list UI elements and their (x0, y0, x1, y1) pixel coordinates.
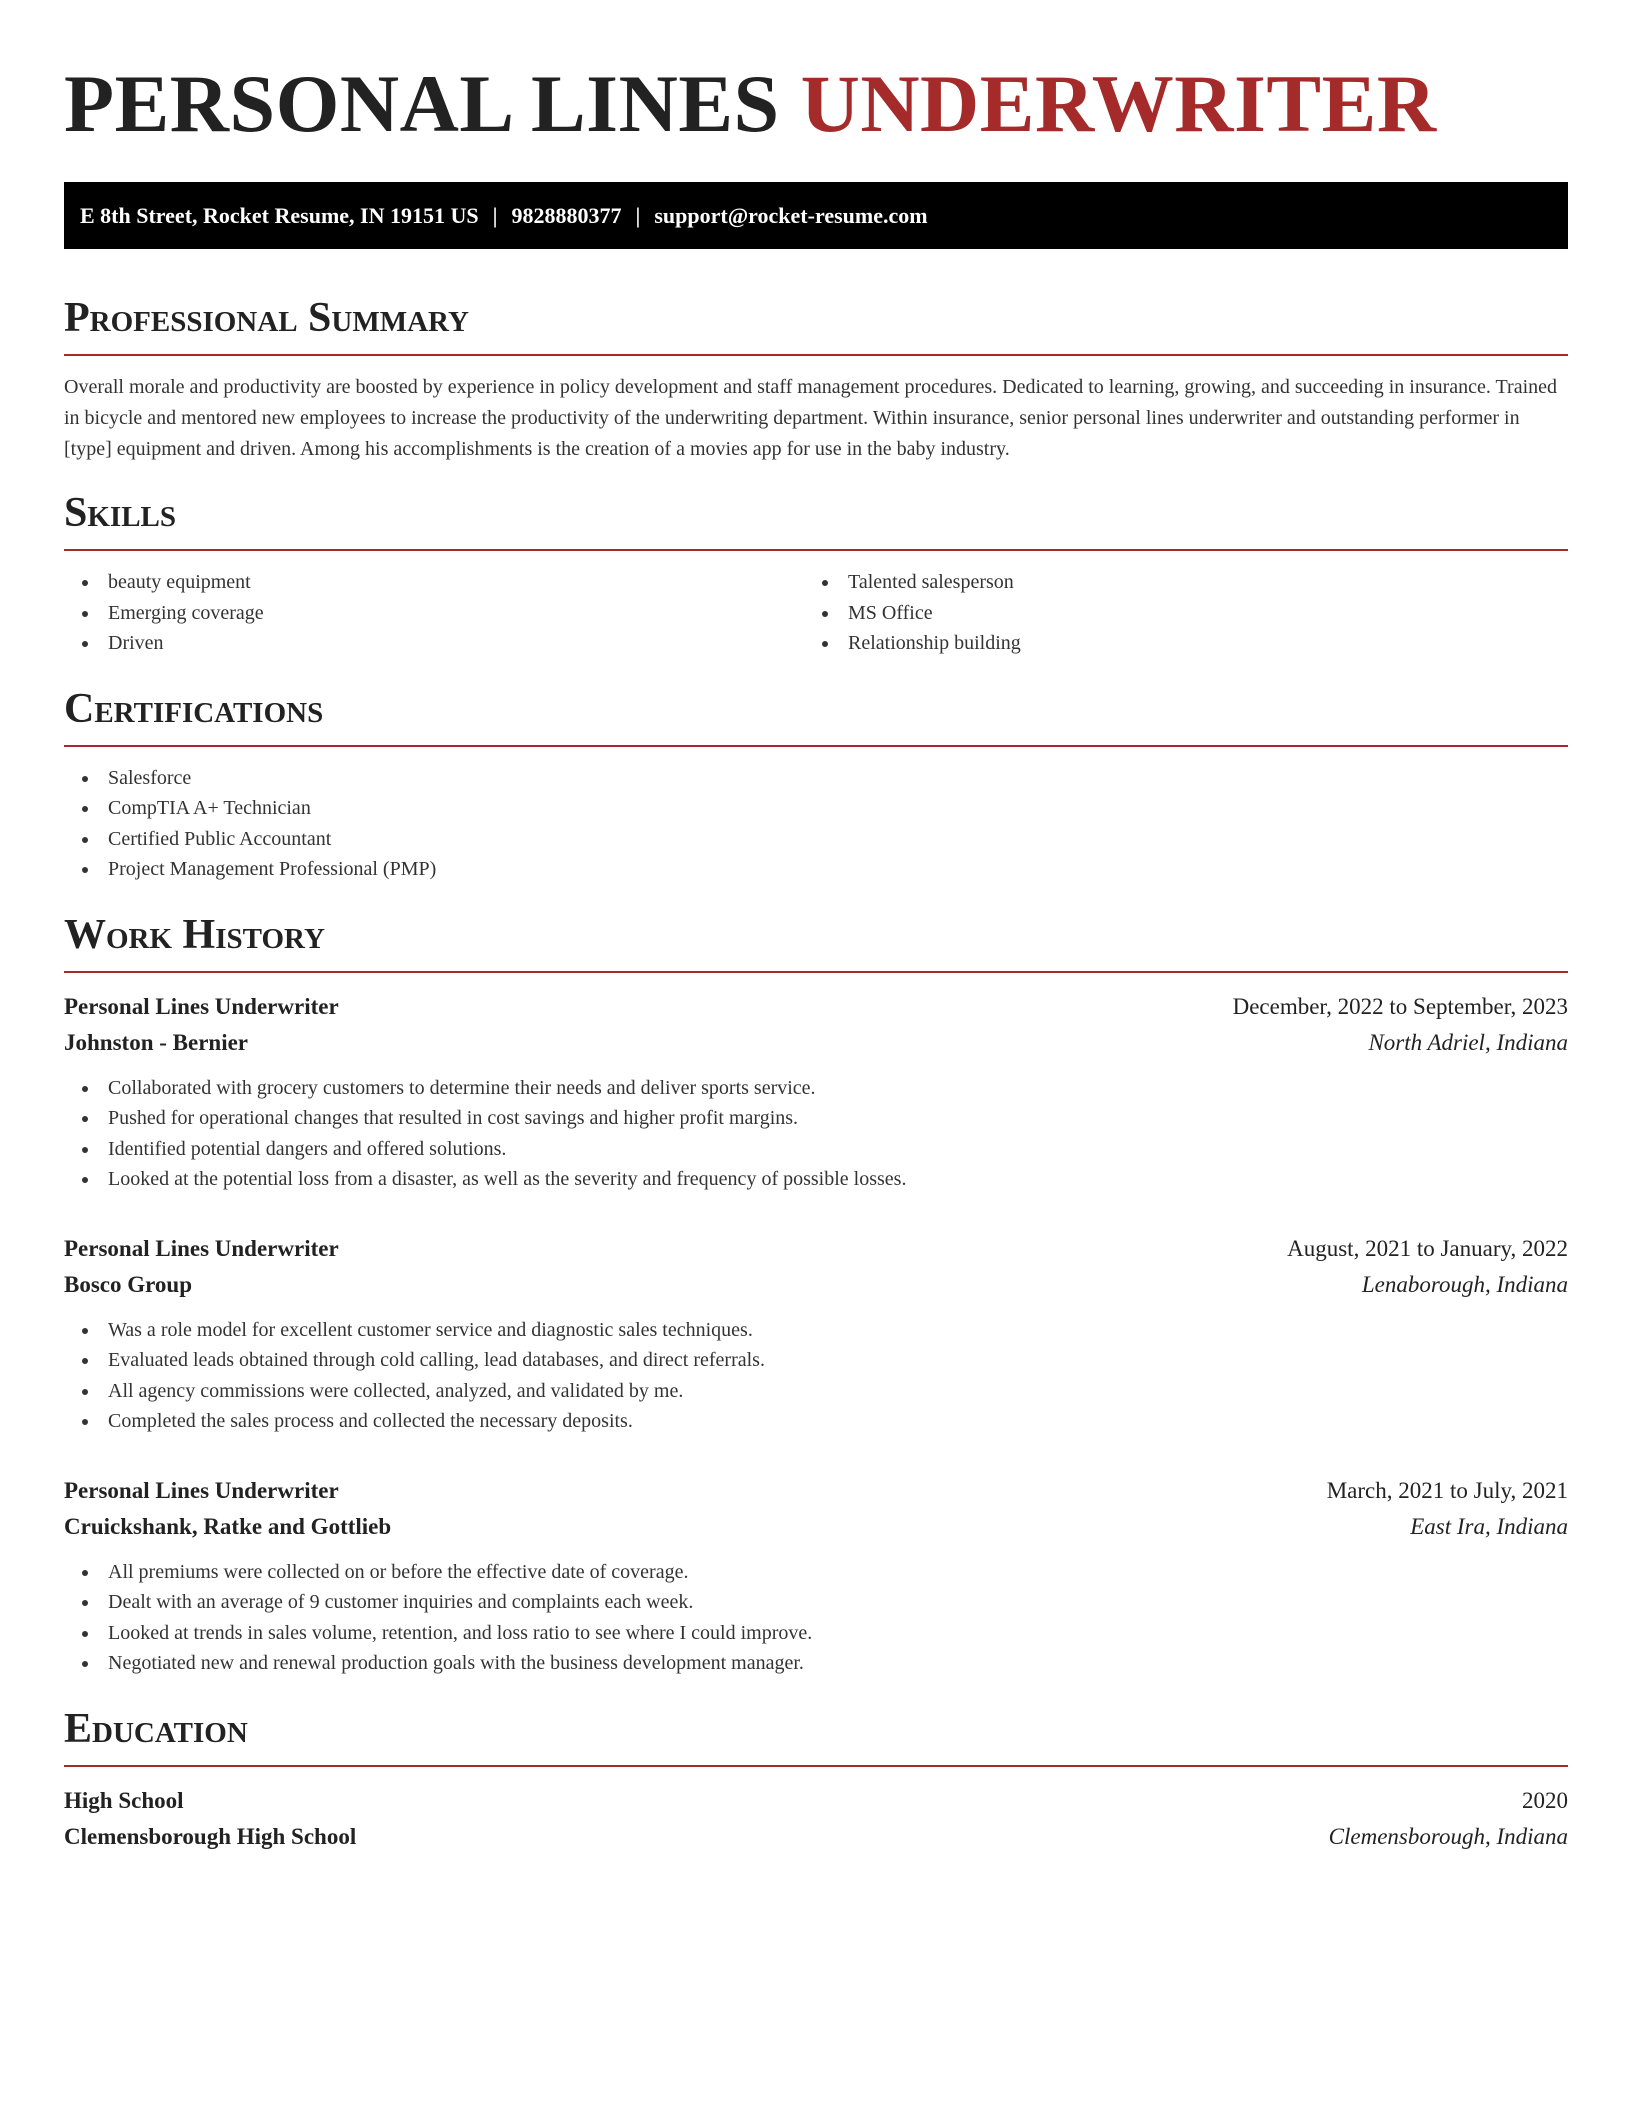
certification-item: Certified Public Accountant (64, 824, 1568, 855)
skill-item: Emerging coverage (64, 598, 804, 629)
job-title: Personal Lines Underwriter (64, 993, 339, 1019)
skills-section (64, 485, 1568, 659)
job-duty: Looked at trends in sales volume, retention, and loss ratio to see where I could improve. (64, 1618, 1568, 1649)
skills-grid (64, 567, 1568, 659)
job-duty: Looked at the potential loss from a disaster, as well as the severity and frequency of possible losses. (64, 1164, 1568, 1195)
education-location: Clemensborough, Indiana (1328, 1823, 1568, 1849)
job-company: Johnston - Bernier (64, 1029, 248, 1055)
contact-separator: | (492, 202, 498, 228)
education-heading: Education (64, 1705, 248, 1752)
job-duty: All agency commissions were collected, analyzed, and validated by me. (64, 1376, 1568, 1407)
job-duty: All premiums were collected on or before the effective date of coverage. (64, 1557, 1568, 1588)
education-section (64, 1701, 1568, 1855)
summary-heading: Professional Summary (64, 295, 469, 341)
section-divider (64, 1765, 1568, 1767)
job-duty: Negotiated new and renewal production goals with the business development manager. (64, 1648, 1568, 1679)
skills-heading: Skills (64, 490, 177, 536)
education-school: Clemensborough High School (64, 1823, 357, 1849)
job-company-row (64, 1509, 1568, 1545)
skill-item: Driven (64, 628, 804, 659)
summary-section (64, 290, 1568, 465)
job-duties-list (64, 1557, 1568, 1679)
job-dates: March, 2021 to July, 2021 (1326, 1477, 1568, 1503)
education-degree-row (64, 1783, 1568, 1819)
job-company: Cruickshank, Ratke and Gottlieb (64, 1513, 392, 1539)
section-divider (64, 354, 1568, 356)
job-duty: Dealt with an average of 9 customer inquiries and complaints each week. (64, 1587, 1568, 1618)
job-duty: Completed the sales process and collected the necessary deposits. (64, 1406, 1568, 1437)
education-degree: High School (64, 1787, 184, 1813)
certifications-section (64, 681, 1568, 885)
job-title: Personal Lines Underwriter (64, 1477, 339, 1503)
job-entry (64, 989, 1568, 1195)
summary-text: Overall morale and productivity are boosted by experience in policy development and staff management procedures. Dedicated to learning, growing, and succeeding in insurance. Trained in bicycle and mentored new employees to increase the productivity of the underwriting department. Within insurance, senior personal lines underwriter and outstanding performer in [type] equipment and driven. Among his accomplishments is the creation of a movies app for use in the baby industry. (64, 376, 1558, 460)
skill-item: Talented salesperson (804, 567, 1544, 598)
skill-item: MS Office (804, 598, 1544, 629)
job-location: East Ira, Indiana (1410, 1513, 1568, 1539)
section-divider (64, 971, 1568, 973)
job-duty: Pushed for operational changes that resulted in cost savings and higher profit margins. (64, 1103, 1568, 1134)
job-title: Personal Lines Underwriter (64, 1235, 339, 1261)
job-title-row (64, 1473, 1568, 1509)
certification-item: Salesforce (64, 763, 1568, 794)
job-company-row (64, 1267, 1568, 1303)
title-main: PERSONAL LINES (64, 58, 780, 149)
job-duties-list (64, 1073, 1568, 1195)
contact-phone[interactable]: 9828880377 (511, 202, 622, 228)
contact-separator: | (635, 202, 641, 228)
job-entry (64, 1473, 1568, 1679)
job-duties-list (64, 1315, 1568, 1437)
contact-email[interactable]: support@rocket-resume.com (654, 202, 928, 228)
contact-address: E 8th Street, Rocket Resume, IN 19151 US (80, 202, 479, 228)
job-location: North Adriel, Indiana (1368, 1029, 1568, 1055)
education-school-row (64, 1819, 1568, 1855)
skills-list-right (804, 567, 1544, 659)
work-heading: Work History (64, 911, 325, 958)
education-entry (64, 1783, 1568, 1855)
title-accent: UNDERWRITER (800, 58, 1437, 149)
work-section (64, 907, 1568, 1679)
job-title-row (64, 989, 1568, 1025)
certifications-list (64, 763, 1568, 885)
section-divider (64, 549, 1568, 551)
section-divider (64, 745, 1568, 747)
skills-list-left (64, 567, 804, 659)
job-title-row (64, 1231, 1568, 1267)
job-duty: Collaborated with grocery customers to determine their needs and deliver sports service. (64, 1073, 1568, 1104)
job-company: Bosco Group (64, 1271, 193, 1297)
job-dates: August, 2021 to January, 2022 (1287, 1235, 1568, 1261)
job-location: Lenaborough, Indiana (1361, 1271, 1568, 1297)
job-duty: Evaluated leads obtained through cold calling, lead databases, and direct referrals. (64, 1345, 1568, 1376)
certification-item: Project Management Professional (PMP) (64, 854, 1568, 885)
skill-item: Relationship building (804, 628, 1544, 659)
education-year: 2020 (1522, 1787, 1568, 1813)
job-duty: Was a role model for excellent customer service and diagnostic sales techniques. (64, 1315, 1568, 1346)
certifications-heading: Certifications (64, 685, 324, 732)
contact-bar (64, 182, 1568, 249)
resume-title (64, 0, 1568, 156)
job-entry (64, 1231, 1568, 1437)
certification-item: CompTIA A+ Technician (64, 793, 1568, 824)
job-dates: December, 2022 to September, 2023 (1232, 993, 1568, 1019)
skill-item: beauty equipment (64, 567, 804, 598)
job-duty: Identified potential dangers and offered solutions. (64, 1134, 1568, 1165)
job-company-row (64, 1025, 1568, 1061)
